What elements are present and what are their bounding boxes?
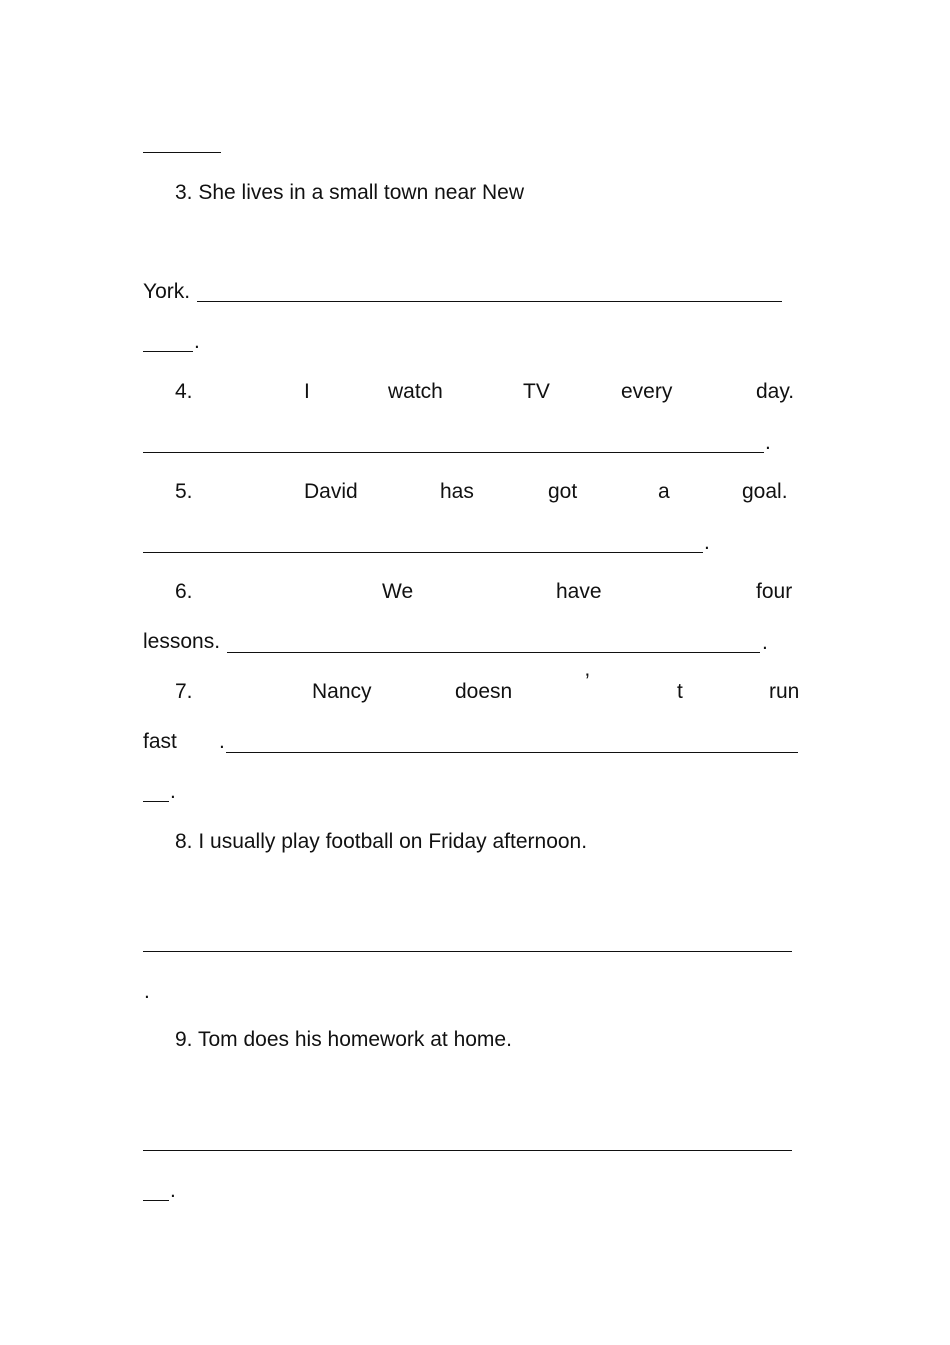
question-6-word: have bbox=[556, 580, 602, 603]
period-5: . bbox=[704, 531, 710, 554]
question-6-number: 6. bbox=[175, 580, 193, 603]
answer-blank-9a[interactable] bbox=[143, 1150, 792, 1151]
answer-blank-9b[interactable] bbox=[143, 1200, 169, 1201]
question-7-number: 7. bbox=[175, 680, 193, 703]
period-6: . bbox=[762, 631, 768, 654]
period-9: . bbox=[170, 1179, 176, 1202]
answer-blank-prev[interactable] bbox=[143, 152, 221, 153]
answer-blank-4[interactable] bbox=[143, 452, 764, 453]
question-8: 8. I usually play football on Friday afternoon. bbox=[175, 830, 588, 853]
question-9: 9. Tom does his homework at home. bbox=[175, 1028, 512, 1051]
period-8: . bbox=[144, 980, 150, 1003]
period-7b: . bbox=[170, 780, 176, 803]
answer-blank-7a[interactable] bbox=[226, 752, 798, 753]
question-3: 3. She lives in a small town near New bbox=[175, 181, 524, 204]
question-5-word: goal. bbox=[742, 480, 788, 503]
question-7-word: doesn bbox=[455, 680, 513, 703]
answer-blank-3b[interactable] bbox=[143, 351, 193, 352]
period-4: . bbox=[765, 431, 771, 454]
period-7a: . bbox=[219, 730, 225, 753]
period-3: . bbox=[194, 330, 200, 353]
question-4-number: 4. bbox=[175, 380, 193, 403]
answer-blank-7b[interactable] bbox=[143, 801, 169, 802]
question-4-word: I bbox=[304, 380, 310, 403]
answer-blank-5[interactable] bbox=[143, 552, 703, 553]
question-5-word: David bbox=[304, 480, 358, 503]
answer-blank-3a[interactable] bbox=[197, 301, 782, 302]
question-5-word: has bbox=[440, 480, 474, 503]
question-3-continuation: York. bbox=[143, 280, 191, 303]
question-4-word: day. bbox=[756, 380, 795, 403]
question-7-word: Nancy bbox=[312, 680, 372, 703]
question-7-word: t bbox=[677, 680, 683, 703]
question-5-number: 5. bbox=[175, 480, 193, 503]
answer-blank-8[interactable] bbox=[143, 951, 792, 952]
question-4-word: TV bbox=[523, 380, 550, 403]
question-7-continuation: fast bbox=[143, 730, 177, 753]
question-6-continuation: lessons. bbox=[143, 630, 221, 653]
question-5-word: a bbox=[658, 480, 670, 503]
question-4-word: watch bbox=[388, 380, 443, 403]
question-6-word: We bbox=[382, 580, 414, 603]
question-4-word: every bbox=[621, 380, 673, 403]
question-7-word: run bbox=[769, 680, 800, 703]
answer-blank-6[interactable] bbox=[227, 652, 760, 653]
question-7-apostrophe: ’ bbox=[585, 670, 590, 693]
question-5-word: got bbox=[548, 480, 578, 503]
question-6-word: four bbox=[756, 580, 793, 603]
